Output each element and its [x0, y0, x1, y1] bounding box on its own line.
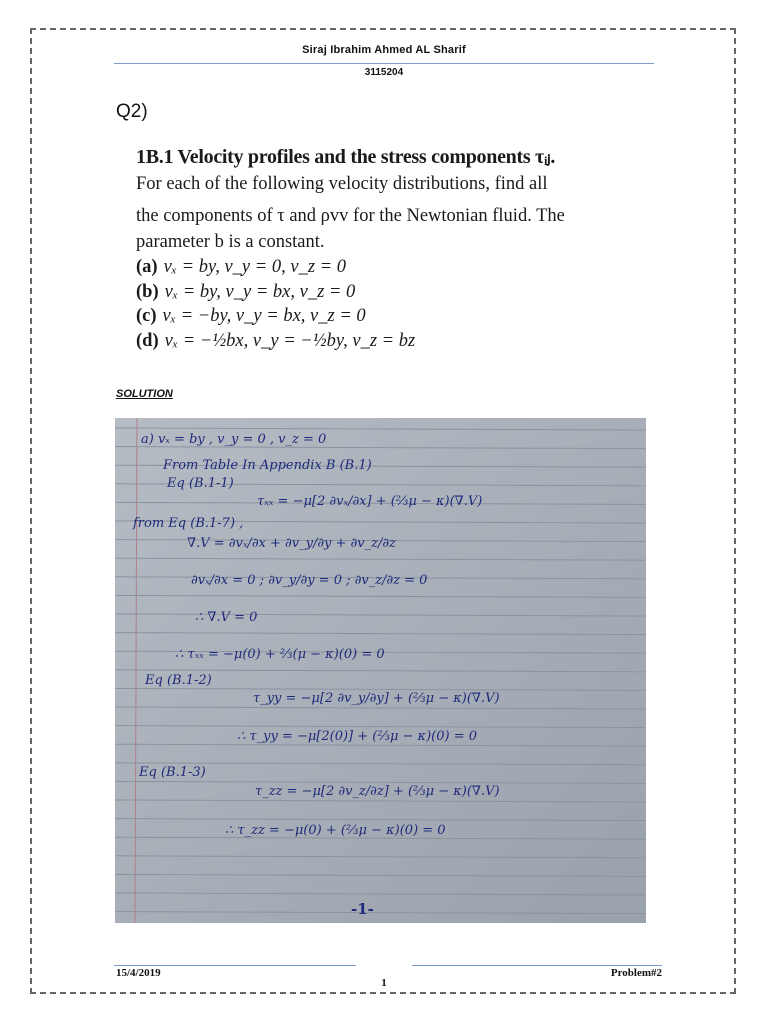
handwritten-solution-photo — [115, 418, 646, 923]
part-label: (d) — [136, 330, 159, 351]
problem-title: 1B.1 Velocity profiles and the stress components τᵢⱼ. — [136, 146, 556, 168]
footer-date: 15/4/2019 — [116, 967, 161, 979]
problem-text-line: For each of the following velocity distributions, find all — [136, 174, 548, 194]
note-line: ∂vₓ/∂x = 0 ; ∂v_y/∂y = 0 ; ∂v_z/∂z = 0 — [191, 573, 428, 588]
part-label: (b) — [136, 281, 159, 302]
note-line: a) vₓ = by , v_y = 0 , v_z = 0 — [141, 432, 327, 447]
part-formula: vₓ = −by, v_y = bx, v_z = 0 — [162, 306, 366, 326]
note-line: ∇.V = ∂vₓ/∂x + ∂v_y/∂y + ∂v_z/∂z — [187, 536, 396, 551]
problem-text-line: parameter b is a constant. — [136, 232, 325, 252]
problem-part-c — [136, 304, 656, 329]
part-formula: vₓ = −½bx, v_y = −½by, v_z = bz — [164, 330, 416, 351]
note-line: Eq (B.1-3) — [139, 765, 206, 780]
student-id: 3115204 — [364, 67, 404, 78]
note-line: τ_zz = −μ[2 ∂v_z/∂z] + (⅔μ − κ)(∇.V) — [255, 784, 500, 799]
textbook-problem — [136, 143, 656, 353]
problem-part-d — [136, 329, 656, 354]
footer-divider-right — [412, 965, 662, 966]
part-formula: vₓ = by, v_y = bx, v_z = 0 — [164, 281, 356, 302]
author-name: Siraj Ibrahim Ahmed AL Sharif — [302, 44, 466, 56]
note-line: Eq (B.1-1) — [167, 476, 234, 491]
note-line: Eq (B.1-2) — [145, 673, 212, 688]
problem-text-line: the components of τ and ρvv for the Newtonian fluid. The — [136, 206, 565, 226]
note-line: τₓₓ = −μ[2 ∂vₓ/∂x] + (⅔μ − κ)(∇.V) — [257, 494, 483, 509]
footer-problem: Problem#2 — [610, 967, 662, 979]
note-line: τ_yy = −μ[2 ∂v_y/∂y] + (⅔μ − κ)(∇.V) — [253, 691, 500, 706]
handwriting-layer — [115, 418, 646, 923]
header-divider — [114, 63, 654, 64]
problem-part-a — [136, 255, 656, 280]
note-line: ∴ τₓₓ = −μ(0) + ⅔(μ − κ)(0) = 0 — [175, 647, 385, 662]
note-line: from Eq (B.1-7) , — [133, 516, 244, 531]
notebook-page-number: -1- — [351, 900, 374, 918]
footer-page-number: 1 — [381, 977, 387, 989]
part-formula: vₓ = by, v_y = 0, v_z = 0 — [163, 257, 347, 277]
note-line: ∴ τ_yy = −μ[2(0)] + (⅔μ − κ)(0) = 0 — [237, 729, 477, 744]
note-line: From Table In Appendix B (B.1) — [163, 458, 372, 473]
footer-divider-left — [114, 965, 356, 966]
part-label: (c) — [136, 306, 157, 326]
note-line: ∴ τ_zz = −μ(0) + (⅔μ − κ)(0) = 0 — [225, 823, 446, 838]
note-line: ∴ ∇.V = 0 — [195, 610, 258, 625]
question-label: Q2) — [116, 101, 148, 122]
solution-label: SOLUTION — [116, 388, 173, 400]
problem-part-b — [136, 280, 656, 305]
part-label: (a) — [136, 257, 158, 277]
